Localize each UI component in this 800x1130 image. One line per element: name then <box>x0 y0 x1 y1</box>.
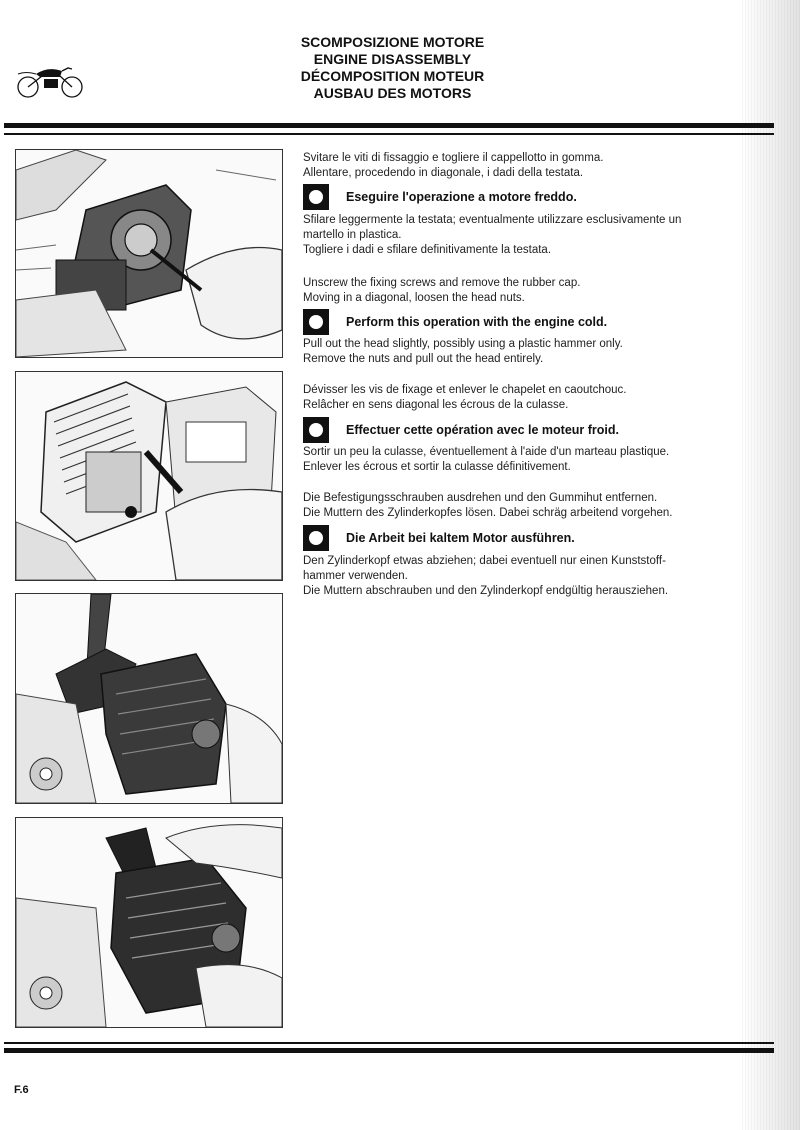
title-line-de: AUSBAU DES MOTORS <box>313 85 472 101</box>
text-line: Sortir un peu la culasse, éventuellement à l'aide d'un marteau plastique. <box>303 446 670 458</box>
section-fr-warning <box>303 416 619 443</box>
figure-2-loosen-head-nuts <box>15 371 283 581</box>
page-number: F.6 <box>14 1084 29 1096</box>
section-fr-intro <box>303 383 723 413</box>
text-line: Unscrew the fixing screws and remove the rubber cap. <box>303 277 581 289</box>
text-line: Dévisser les vis de fixage et enlever le chapelet en caoutchouc. <box>303 384 627 396</box>
section-it-warning <box>303 183 577 210</box>
text-line: Svitare le viti di fissaggio e togliere il cappellotto in gomma. <box>303 152 604 164</box>
section-de-intro <box>303 491 723 521</box>
warning-circle-icon <box>303 309 329 335</box>
motorcycle-logo-icon <box>14 62 86 102</box>
text-line: Den Zylinderkopf etwas abziehen; dabei eventuell nur einen Kunststoff- <box>303 555 666 567</box>
warning-text: Die Arbeit bei kaltem Motor ausführen. <box>346 530 575 545</box>
section-en-steps <box>303 337 723 367</box>
figure-3-pull-out-head <box>15 593 283 804</box>
text-line: Enlever les écrous et sortir la culasse définitivement. <box>303 461 571 473</box>
section-en-warning <box>303 308 607 335</box>
section-it-intro <box>303 151 723 181</box>
text-line: Allentare, procedendo in diagonale, i dadi della testata. <box>303 167 584 179</box>
footer-rule-thick <box>4 1048 774 1053</box>
title-line-en: ENGINE DISASSEMBLY <box>313 51 472 67</box>
text-line: hammer verwenden. <box>303 570 408 582</box>
header-rule-thick <box>4 123 774 128</box>
warning-text: Perform this operation with the engine cold. <box>346 314 608 329</box>
text-line: martello in plastica. <box>303 229 402 241</box>
text-line: Die Muttern abschrauben und den Zylinderkopf endgültig herausziehen. <box>303 585 669 597</box>
section-fr-steps <box>303 445 723 475</box>
header-rule-thin <box>4 133 774 135</box>
text-line: Pull out the head slightly, possibly using a plastic hammer only. <box>303 338 623 350</box>
warning-circle-icon <box>303 417 329 443</box>
scan-edge-shadow <box>742 0 800 1130</box>
text-line: Die Befestigungsschrauben ausdrehen und den Gummihut entfernen. <box>303 492 658 504</box>
section-de-warning <box>303 524 575 551</box>
warning-circle-icon <box>303 184 329 210</box>
title-line-fr: DÉCOMPOSITION MOTEUR <box>300 68 485 84</box>
section-it-steps <box>303 213 723 258</box>
warning-text: Effectuer cette opération avec le moteur froid. <box>346 422 619 437</box>
page-title <box>270 34 515 102</box>
section-de-steps <box>303 554 723 599</box>
text-line: Die Muttern des Zylinderkopfes lösen. Dabei schräg arbeitend vorgehen. <box>303 507 673 519</box>
figure-4-remove-head <box>15 817 283 1028</box>
figure-1-cylinder-head-cap <box>15 149 283 358</box>
text-line: Togliere i dadi e sfilare definitivamente la testata. <box>303 244 552 256</box>
text-line: Sfilare leggermente la testata; eventualmente utilizzare esclusivamente un <box>303 214 682 226</box>
text-line: Relâcher en sens diagonal les écrous de la culasse. <box>303 399 569 411</box>
title-line-it: SCOMPOSIZIONE MOTORE <box>300 34 485 50</box>
text-line: Remove the nuts and pull out the head entirely. <box>303 353 544 365</box>
warning-circle-icon <box>303 525 329 551</box>
warning-text: Eseguire l'operazione a motore freddo. <box>346 189 577 204</box>
footer-rule-thin <box>4 1042 774 1044</box>
text-line: Moving in a diagonal, loosen the head nuts. <box>303 292 525 304</box>
section-en-intro <box>303 276 723 306</box>
